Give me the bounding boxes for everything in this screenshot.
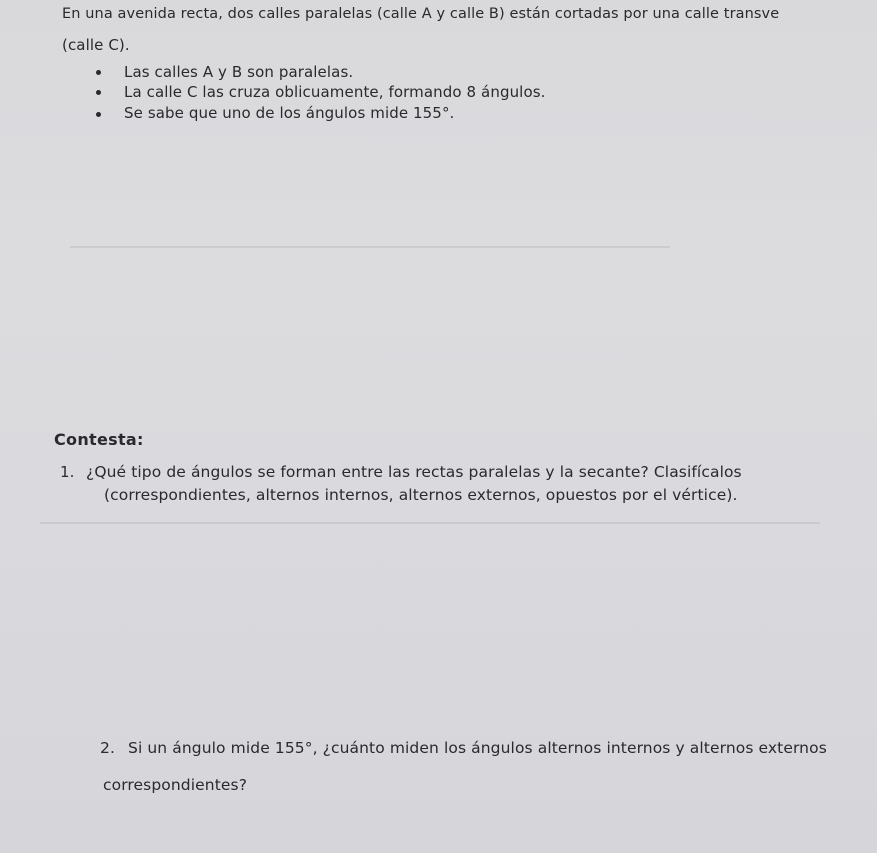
question-1-line-1: ¿Qué tipo de ángulos se forman entre las rectas paralelas y la secante? Clasifícalos	[86, 463, 742, 481]
question-2-line-1: Si un ángulo mide 155°, ¿cuánto miden los ángulos alternos internos y alternos externos	[128, 739, 827, 757]
bullet-item-2: La calle C las cruza oblicuamente, formando 8 ángulos.	[124, 83, 546, 101]
question-2-line-2: correspondientes?	[103, 776, 248, 794]
intro-text-line-2: (calle C).	[62, 36, 130, 54]
show-through-line	[40, 522, 820, 524]
bullet-item-1: Las calles A y B son paralelas.	[124, 63, 354, 81]
show-through-line	[70, 246, 670, 248]
intro-text-line-1: En una avenida recta, dos calles paralelas (calle A y calle B) están cortadas por una calle transve	[62, 6, 780, 22]
question-1-number: 1.	[60, 463, 75, 481]
bullet-dot	[96, 112, 101, 117]
bullet-dot	[96, 70, 101, 75]
question-1-line-2: (correspondientes, alternos internos, alternos externos, opuestos por el vértice).	[104, 486, 738, 504]
bullet-item-3: Se sabe que uno de los ángulos mide 155°.	[124, 104, 455, 122]
section-heading: Contesta:	[54, 430, 144, 449]
bullet-dot	[96, 90, 101, 95]
question-2-number: 2.	[100, 739, 115, 757]
